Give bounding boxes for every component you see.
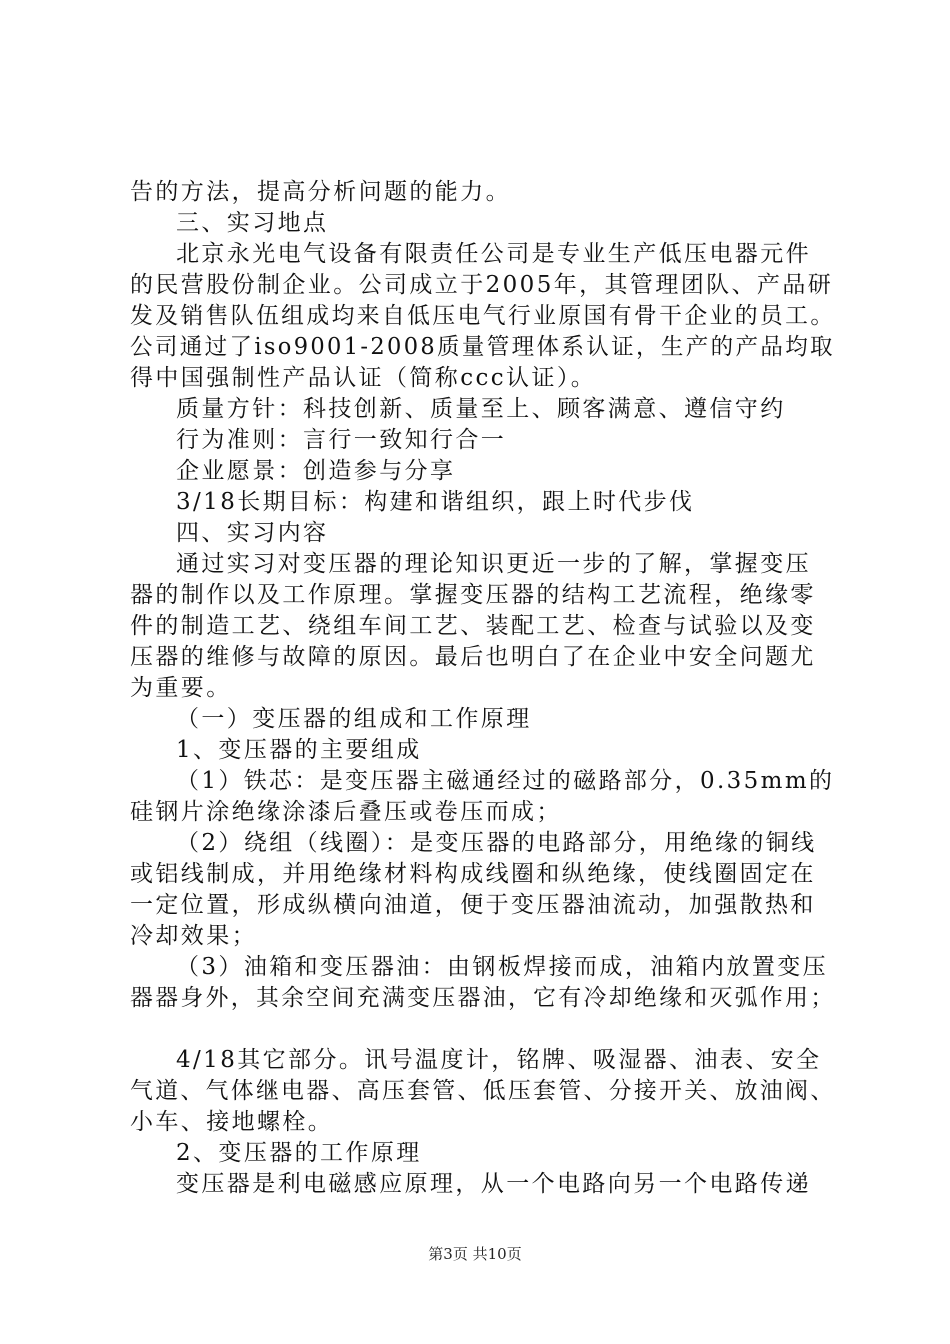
text-line: 小车、接地螺栓。 [130, 1109, 334, 1135]
subsection-heading: 1、变压器的主要组成 [176, 737, 422, 763]
text-line: 4/18其它部分。讯号温度计，铭牌、吸湿器、油表、安全 [176, 1047, 822, 1073]
text-line: （1）铁芯：是变压器主磁通经过的磁路部分，0.35mm的 [176, 768, 835, 794]
text-line: 件的制造工艺、绕组车间工艺、装配工艺、检查与试验以及变 [130, 613, 816, 639]
text-line: 一定位置，形成纵横向油道，便于变压器油流动，加强散热和 [130, 892, 816, 918]
page-footer: 第3页 共10页 [428, 1245, 522, 1263]
text-line: （3）油箱和变压器油：由钢板焊接而成，油箱内放置变压 [176, 954, 829, 980]
text-line: 的民营股份制企业。公司成立于2005年，其管理团队、产品研 [130, 272, 834, 298]
text-line: 器的制作以及工作原理。掌握变压器的结构工艺流程，绝缘零 [130, 582, 816, 608]
subsection-heading: （一）变压器的组成和工作原理 [176, 706, 532, 732]
text-line: 为重要。 [130, 675, 232, 701]
text-line: 冷却效果； [130, 923, 257, 949]
text-line: 公司通过了iso9001-2008质量管理体系认证，生产的产品均取 [130, 334, 835, 360]
text-line: 告的方法，提高分析问题的能力。 [130, 179, 511, 205]
text-line: 3/18长期目标：构建和谐组织，跟上时代步伐 [176, 489, 695, 515]
text-line: 或铝线制成，并用绝缘材料构成线圈和纵绝缘，使线圈固定在 [130, 861, 816, 887]
subsection-heading: 2、变压器的工作原理 [176, 1140, 422, 1166]
text-line: 器器身外，其余空间充满变压器油，它有冷却绝缘和灭弧作用； [130, 985, 836, 1011]
text-line: （2）绕组（线圈）：是变压器的电路部分，用绝缘的铜线 [176, 830, 817, 856]
text-line: 北京永光电气设备有限责任公司是专业生产低压电器元件 [176, 241, 811, 267]
text-line: 行为准则：言行一致知行合一 [176, 427, 507, 453]
text-line: 发及销售队伍组成均来自低压电气行业原国有骨干企业的员工。 [130, 303, 836, 329]
text-line: 变压器是利电磁感应原理，从一个电路向另一个电路传递 [176, 1171, 811, 1197]
section-heading: 三、实习地点 [176, 210, 329, 236]
text-line: 得中国强制性产品认证（简称ccc认证）。 [130, 365, 597, 391]
text-line: 通过实习对变压器的理论知识更近一步的了解，掌握变压 [176, 551, 811, 577]
text-line: 质量方针：科技创新、质量至上、顾客满意、遵信守约 [176, 396, 786, 422]
section-heading: 四、实习内容 [176, 520, 329, 546]
text-line: 硅钢片涂绝缘涂漆后叠压或卷压而成； [130, 799, 562, 825]
text-line: 压器的维修与故障的原因。最后也明白了在企业中安全问题尤 [130, 644, 816, 670]
text-line: 企业愿景：创造参与分享 [176, 458, 456, 484]
text-line: 气道、气体继电器、高压套管、低压套管、分接开关、放油阀、 [130, 1078, 836, 1104]
